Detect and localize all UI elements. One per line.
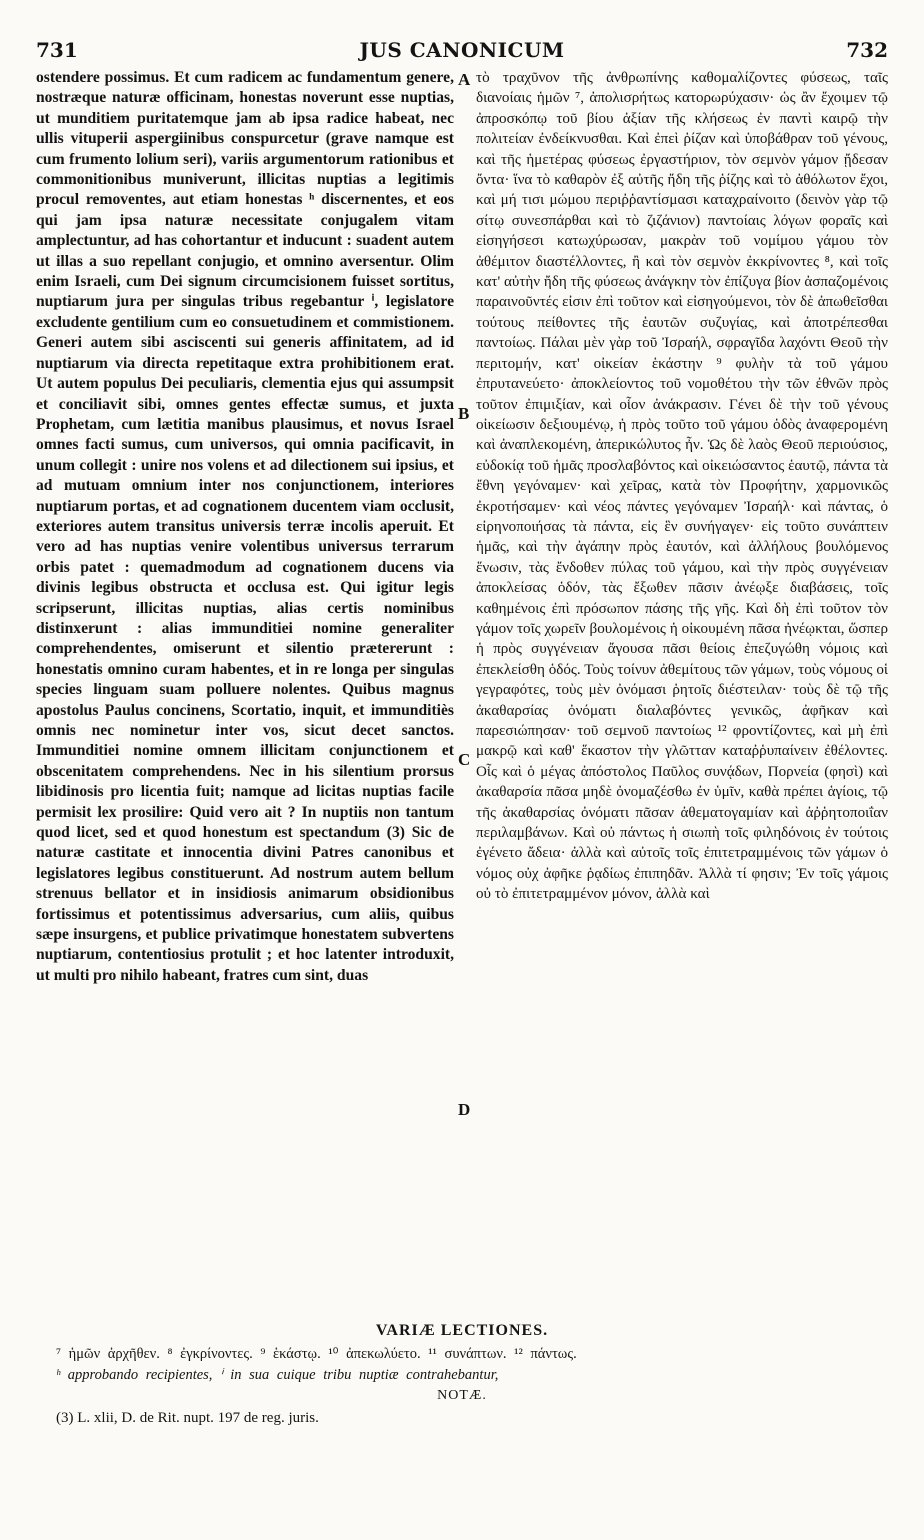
footnotes-section xyxy=(36,1322,888,1427)
margin-marker-c: C xyxy=(458,750,471,769)
greek-column xyxy=(476,68,888,1306)
notae-title: NOTÆ. xyxy=(437,1388,487,1403)
margin-marker-d: D xyxy=(458,1100,471,1119)
latin-column xyxy=(36,68,454,1306)
variant-readings-latin: ʰ approbando recipientes, ⁱ in sua cuique tribu nuptiæ contrahebantur, xyxy=(56,1367,499,1383)
page-header xyxy=(36,38,888,68)
left-page-number: 731 xyxy=(36,38,78,62)
note-item: (3) L. xlii, D. de Rit. nupt. 197 de reg. juris. xyxy=(56,1410,319,1426)
variae-lectiones-title: VARIÆ LECTIONES. xyxy=(375,1322,549,1339)
right-page-number: 732 xyxy=(846,38,888,62)
margin-marker-a: A xyxy=(458,70,471,89)
running-title: JUS CANONICUM xyxy=(359,38,565,62)
greek-text: τὸ τραχῦνον τῆς ἀνθρωπίνης καθομαλίζοντες φύσεως, ταῖς διανοίαις ἡμῶν ⁷, ἀπολισρήτως κατορωρύχασιν· ὡς ἂν ἔχοιμεν τῷ ἀπροσκόπῳ τοῦ βίου ἀξίαν τῆς κλήσεως ἐν παντὶ καιρῷ τὴν πολιτείαν ἐνδείκνυσθαι. Καὶ ἐπεὶ ῥίζαν καὶ ὑποβάθραν τοῦ γένους, καὶ τῆς ἡμετέρας φύσεως ἐργαστήριον, τὸν σεμνὸν γάμον ᾔδεσαν ὄντα· ἵνα τὸ καθαρὸν ἐξ αὐτῆς ἤδη τῆς ῥίζης καὶ τὸ ἀθόλωτον ἔχοι, καὶ μή τισι μώμου περιῤῥαντίσμασι καταχραίνοιτο (δεινὸν γὰρ τῷ σίτῳ συνεσπάρθαι καὶ τὸ ζιζάνιον) παντοίαις λόγων φοραῖς καὶ εἰσηγήσεσι κατωχύρωσαν, μακρὰν τοῦ νομίμου γάμου τὸν ἀθέμιτον διαστέλλοντες, ἢ καὶ τὸν σεμνὸν ἐκκρίνοντες ⁸, καὶ τοῖς κατ' αὐτὴν ἤδη τῆς φύσεως ἀνάγκην τὸν ἐπίζυγα βίον ἀσπαζομένοις παραινοῦντές εἰσιν ἐπὶ τοῦτον καὶ εἰσηγούμενοι, τὸν δὲ ἀπωθεῖσθαι τούτους πείθοντες τῆς ἑαυτῶν συζυγίας, καὶ ἀποτρέπεσθαι παντοίως. Πάλαι μὲν γὰρ τοῦ Ἰσραήλ, σφραγῖδα λαχόντι Θεοῦ τὴν περιτομήν, κατ' οἰκείαν ἑκάστην ⁹ φυλὴν τὰ τοῦ γάμου ἐπρυτανεύετο· ἀποκλείοντος τοῦ νομοθέτου τὴν τῶν ἐθνῶν πρὸς τοῦτον ἐπιμιξίαν, καὶ οἷον ἀνάκρασιν. Γένει δὲ τὴν τοῦ γένους οἰκείωσιν δεξιουμένῳ, ἡ πρὸς τοῦτο τοῦ γάμου ὁδὸς ἀναφερομένη καὶ ἀναπλεκομένη, ἀπερικώλυτος ἦν. Ὡς δὲ λαὸς Θεοῦ περιούσιος, εὐδοκίᾳ τοῦ ἡμᾶς προσλαβόντος καὶ οἰκειώσαντος ἑαυτῷ, πάντα τὰ ἔθνη γεγόναμεν· καὶ χεῖρας, κατὰ τὸν Προφήτην, χαρμονικῶς ἐκροτήσαμεν· καὶ νέος πάντες γεγόναμεν Ἰσραήλ· καὶ πάντας, ὁ εἰρηνοποιήσας τὰ πάντα, εἰς ἓν συνήγαγεν· εἰς τοῦτο συνάπτειν ἡμᾶς, καὶ τὴν ἀγάπην πρὸς ἑαυτόν, καὶ ἀλλήλους βουλόμενος ἕνωσιν, τὰς ἔνδοθεν πύλας τοῦ γάμου, καὶ τὴν πρὸς συγγένειαν ἀποκλείσας ὁδόν, τὰς ἔξωθεν πᾶσιν ἀνέῳξε διαβάσεις, τοῖς καθημένοις ἐπὶ πρόσωπον πάσης τῆς γῆς. Καὶ δὴ ἐπὶ τοῦτον τὸν γάμον τοῖς χωρεῖν βουλομένοις ἡ οἰκουμένη πᾶσα ἠνέῳκται, ὥσπερ ἡ πρὸς συγγένειαν ἄγουσα πᾶσι θείοις ἐπεζυγώθη νόμοις καὶ ἐπεκλείσθη ὁδός. Τοὺς τοίνυν ἀθεμίτους τῶν γάμων, τοὺς νόμους οἱ γεγραφότες, τοὺς μὲν ὀνόμασι ῥητοῖς διέστειλαν· τοὺς δὲ τῷ τῆς ἀκαθαρσίας ὀνόματι διαλαβόντες γενικῶς, ἀφῆκαν καὶ παρεσιώπησαν· τοῦ σεμνοῦ παντοίως ¹² φροντίζοντες, καὶ μὴ ἐπὶ μακρῷ καὶ καθ' ἕκαστον τὴν γλῶτταν καταῤῥυπαίνειν ἐθέλοντες. Οἷς καὶ ὁ μέγας ἀπόστολος Παῦλος συνᾴδων, Πορνεία (φησὶ) καὶ ἀκαθαρσία πᾶσα μηδὲ ὀνομαζέσθω ἐν ὑμῖν, καθὰ πρέπει ἁγίοις, τῷ τῆς ἀκαθαρσίας ὀνόματι πᾶσαν ἀθεματογαμίαν καὶ ἀῤῥητοποιΐαν περιλαμβάνων. Καὶ οὐ πάντως ἡ σιωπὴ τοῖς φιληδόνοις ἐν τούτοις ἐγένετο ἄδεια· ἀλλὰ καὶ αὐτοῖς τοῖς ἐπιτετραμμένοις τῶν γάμων ὁ νόμος οὐχ ἀφῆκε ῥᾳδίως ἐπιπηδᾶν. Ἀλλὰ τί φησιν; Ἐν τοῖς γάμοις οὐ τὸ ἐπιτετραμμένον μόνον, ἀλλὰ καὶ xyxy=(476,70,888,903)
latin-text: ostendere possimus. Et cum radicem ac fundamentum genere, nostræque naturæ officinam, honestas noverunt esse nuptias, ut munditiem puritatemque jam ab ipsa radice habeat, nec ullis vituperii aspergiinibus conspurcetur (grave namque est cum frumento lolium seri), variis argumentorum rationibus et commonitionibus muniverunt, illicitas nuptias a legitimis procul removentes, aut etiam honestas ʰ discernentes, et eos qui jam ipsa naturæ necessitate conjugalem vitam amplectuntur, ad has cohortantur et inducunt : suadent autem ut illas a suo repellant conjugio, et omnino aversentur. Olim enim Israeli, cum Dei signum circumcisionem fuisset sortitus, nuptiarum jura per singulas tribus regebantur ⁱ, legislatore excludente gentilium cum eo consuetudinem et commistionem. Generi autem sibi asciscenti sui generis affinitatem, ad id nuptiarum via directa repetitaque extra prohibitionem erat. Ut autem populus Dei peculiaris, clementia ejus qui assumpsit et conciliavit sibi, omnes gentes effectæ sumus, et juxta Prophetam, cum lætitia manibus plausimus, et novus Israel omnes facti sumus, cum universos, qui omnia pacificavit, in unum collegit : unire nos volens et ad dilectionem sui ipsius, et ad mutuam omnium inter nos conjunctionem, interiores nuptiarum portas, et ad cognationem ducentem viam occlusit, exteriores autem transitus universis terræ incolis aperuit. Et vero ad has nuptias venire volentibus universus terrarum orbis patet : quemadmodum ad cognationem ducens via divinis legibus obstructa et occlusa est. Qui igitur legis scripserunt, illicitas nuptias, alias certis nominibus distinxerunt : alias immunditiei nomine generaliter comprehendentes, omiserunt et silentio prætererunt : honestatis omnino curam habentes, et in re longa per singulas species linguam suam polluere nolentes. Quibus magnus apostolus Paulus concinens, Scortatio, inquit, et immunditiès omnis nec nominetur inter vos, sicut decet sanctos. Immunditiei nomine omnem illicitam conjunctionem et obscenitatem comprehendens. Nec in his silentium prorsus libidinosis pro licentia fuit; namque ad licitas nuptias facile permisit lex prosilire: Quid vero ait ? In nuptiis non tantum quod licet, sed et quod honestum est spectandum (3) Sic de naturæ castitate et innocentia divini Patres canonibus et legislatores legibus constituerunt. Ad nostrum autem bellum strenuus bellator et in insidiosis animarum obsidionibus fortissimus et potentissimus adversarius, cum aliis, quibus sæpe insurgens, et publice privatimque honestatem subvertens nuptiarum, contentiosius protulit ; et hoc latenter introduxit, ut multi pro nihilo habeant, fratres cum sint, duas xyxy=(36,69,454,984)
margin-marker-b: B xyxy=(458,404,470,423)
variant-readings-greek: ⁷ ἡμῶν ἀρχῆθεν. ⁸ ἐγκρίνοντες. ⁹ ἑκάστῳ. ¹⁰ ἀπεκωλύετο. ¹¹ συνάπτων. ¹² πάντως. xyxy=(56,1346,577,1362)
